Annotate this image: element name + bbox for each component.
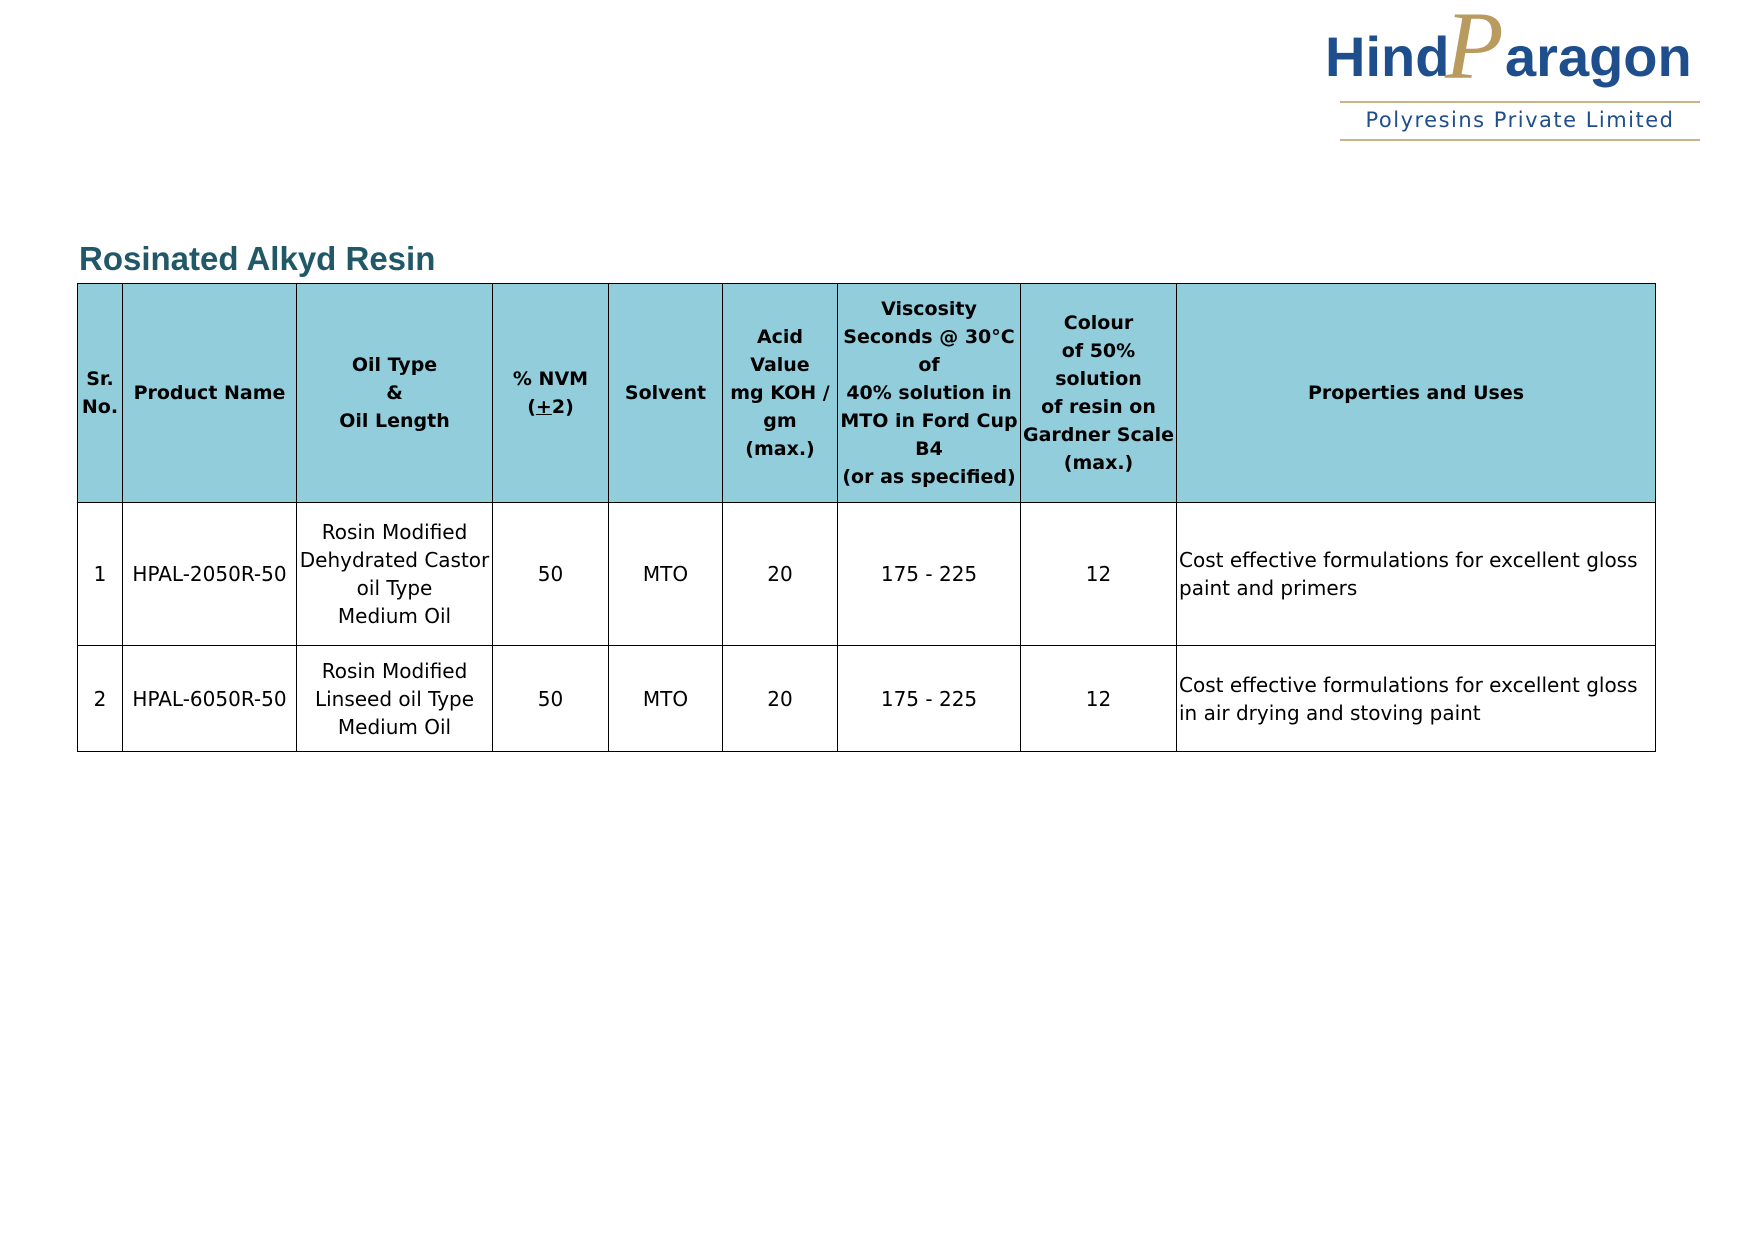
section-title: Rosinated Alkyd Resin: [79, 240, 436, 277]
header-properties-uses: Properties and Uses: [1177, 284, 1656, 503]
header-solvent: Solvent: [609, 284, 723, 503]
cell-sr-no: 1: [78, 503, 123, 646]
cell-sr-no: 2: [78, 646, 123, 752]
header-acid-value: Acid Value mg KOH / gm (max.): [723, 284, 838, 503]
logo-word-part2: aragon: [1505, 25, 1692, 88]
header-oil-type: Oil Type & Oil Length: [297, 284, 493, 503]
cell-nvm: 50: [493, 646, 609, 752]
table-header-row: [78, 284, 1656, 503]
cell-viscosity: 175 - 225: [838, 503, 1021, 646]
logo-tagline: Polyresins Private Limited: [1365, 108, 1675, 132]
cell-viscosity: 175 - 225: [838, 646, 1021, 752]
cell-product-name: HPAL-2050R-50: [123, 503, 297, 646]
cell-nvm: 50: [493, 503, 609, 646]
logo-word-part1: Hind: [1325, 25, 1450, 88]
cell-acid-value: 20: [723, 503, 838, 646]
header-viscosity: Viscosity Seconds @ 30°C of 40% solution in MTO in Ford Cup B4 (or as specified): [838, 284, 1021, 503]
header-nvm: % NVM (+2): [493, 284, 609, 503]
cell-oil-type: Rosin Modified Linseed oil Type Medium Oil: [297, 646, 493, 752]
cell-acid-value: 20: [723, 646, 838, 752]
product-spec-table: [77, 283, 1656, 752]
table-row: [78, 646, 1656, 752]
cell-colour: 12: [1021, 503, 1177, 646]
header-sr-no: Sr. No.: [78, 284, 123, 503]
cell-solvent: MTO: [609, 646, 723, 752]
company-logo: [1325, 8, 1700, 148]
table-row: [78, 503, 1656, 646]
cell-solvent: MTO: [609, 503, 723, 646]
cell-properties-uses: Cost effective formulations for excellent gloss in air drying and stoving paint: [1177, 646, 1656, 752]
header-colour: Colour of 50% solution of resin on Gardner Scale (max.): [1021, 284, 1177, 503]
plus-minus-sign: +: [535, 396, 552, 418]
cell-oil-type: Rosin Modified Dehydrated Castor oil Type Medium Oil: [297, 503, 493, 646]
header-product-name: Product Name: [123, 284, 297, 503]
cell-product-name: HPAL-6050R-50: [123, 646, 297, 752]
cell-properties-uses: Cost effective formulations for excellent gloss paint and primers: [1177, 503, 1656, 646]
logo-script-letter: P: [1445, 8, 1504, 99]
cell-colour: 12: [1021, 646, 1177, 752]
